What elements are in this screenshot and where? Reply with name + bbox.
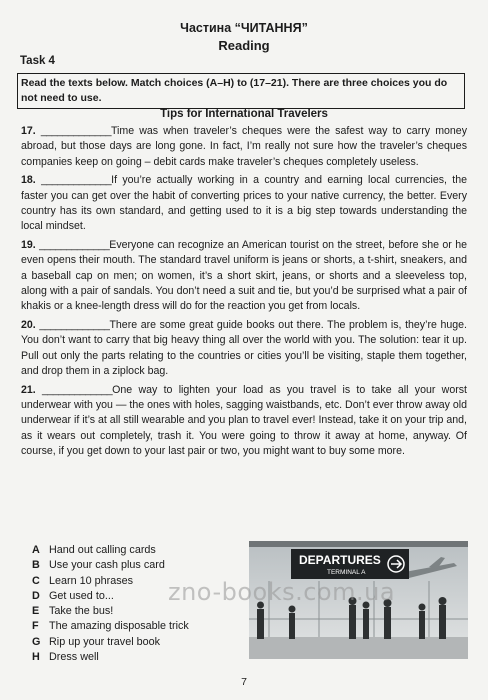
item-number: 18. (21, 174, 36, 187)
item-text: One way to lighten your load as you travel is to take all your worst underwear with you — the ones with holes, sagging waistbands, etc. Don’t ever throw away old underwear if it’s at all still wearable and you plan to travel ever! Instead, take it on your trip and, as it wears out completely, trash it. You were going to throw it away at home, anyway. Of course, if you get down to your last pair or two, you might want to buy some more. (21, 383, 467, 458)
item-number: 19. (21, 238, 36, 251)
option-h: H Dress well (32, 651, 99, 664)
reading-texts (21, 124, 467, 463)
option-b: B Use your cash plus card (32, 559, 165, 572)
item-text: If you’re actually working in a country and earning local currencies, the faster you can get over the habit of converting prices to your native currency, the better. Every country has its own standard, and getting used to it is a big step towards understanding the local mindset. (21, 174, 467, 233)
departures-sign-sub: TERMINAL A (327, 569, 366, 576)
option-c: C Learn 10 phrases (32, 574, 134, 587)
page-number: 7 (241, 676, 247, 688)
text-18 (21, 173, 467, 235)
text-21 (21, 383, 467, 460)
text-19 (21, 238, 467, 315)
reading-title: Tips for International Travelers (160, 108, 328, 120)
departures-sign-main: DEPARTURES (299, 553, 381, 567)
item-number: 17. (21, 125, 36, 137)
answer-blank: _____________ (41, 174, 112, 187)
option-f: F The amazing disposable trick (32, 620, 189, 633)
answer-blank: _____________ (40, 125, 111, 137)
answer-blank: _____________ (39, 238, 110, 251)
item-text: There are some great guide books out there. The problem is, they’re huge. You don’t want to carry that big heavy thing all over the world with you. The solution: tear it up. Pull out only the parts relating to the countries or cities you’ll be visiting, staple them together, and drop them in a ziplock bag. (21, 318, 467, 378)
text-20 (21, 318, 467, 380)
item-text: Time was when traveler’s cheques were the safest way to carry money abroad, but those days are long gone. In fact, I’m really not sure how the traveler’s cheques companies keep on going – debit cards make traveler’s cheques completely useless. (21, 125, 467, 168)
section-title-ukrainian: Частина “ЧИТАННЯ” (180, 21, 308, 35)
item-text: Everyone can recognize an American tourist on the street, before she or he even opens their mouth. The standard travel uniform is jeans or shorts, a t-shirt, sneakers, and a baseball cap on men; on women, it’s a short skirt, jeans, or shorts and a sleeveless top, along with a pair of sandals. You don’t need a suit and tie, but you’d be surprised what a pair of khakis or a knee-length dress will do for the reaction you get from locals. (21, 238, 467, 313)
watermark: zno-books.com.ua (168, 578, 396, 606)
instruction-box: Read the texts below. Match choices (A–H) to (17–21). There are three choices you do not need to use. (17, 73, 465, 109)
option-a: A Hand out calling cards (32, 544, 156, 556)
answer-blank: _____________ (42, 383, 113, 396)
text-17 (21, 124, 467, 170)
item-number: 21. (21, 383, 36, 396)
option-g: G Rip up your travel book (32, 635, 161, 648)
item-number: 20. (21, 318, 36, 331)
section-title-english: Reading (218, 38, 270, 53)
option-d: D Get used to... (32, 589, 114, 602)
answer-blank: _____________ (39, 318, 110, 331)
task-label: Task 4 (20, 55, 55, 67)
option-e: E Take the bus! (32, 605, 114, 618)
